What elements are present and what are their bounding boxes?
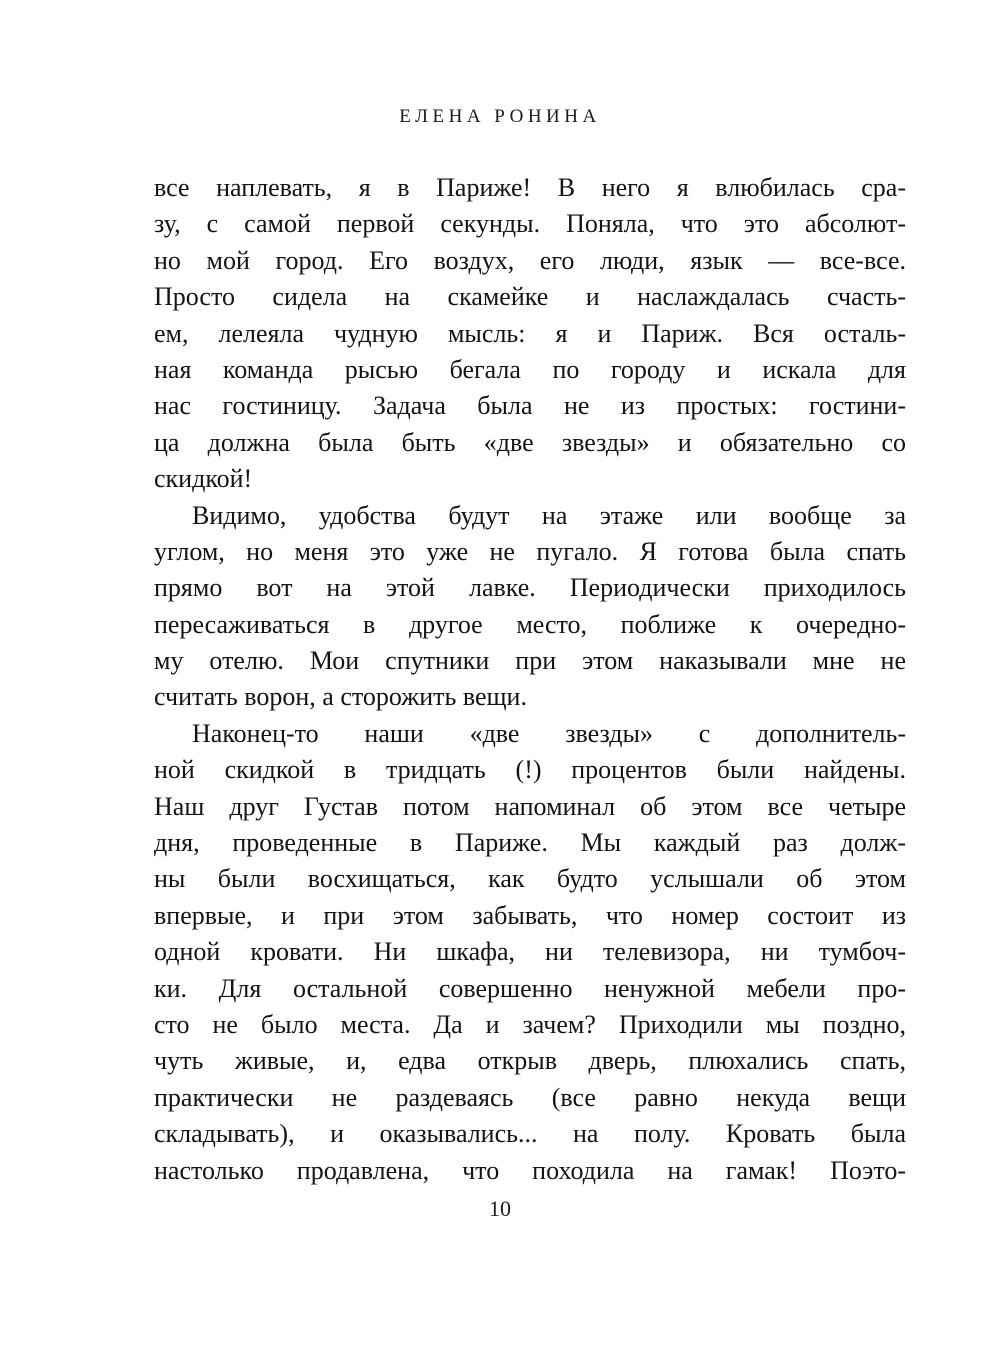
text-block <box>154 170 906 1189</box>
text-line: практически не раздеваясь (все равно некуда вещи <box>154 1082 906 1112</box>
text-line: ем, лелеяла чудную мысль: я и Париж. Вся осталь- <box>154 318 906 348</box>
text-line: впервые, и при этом забывать, что номер состоит из <box>154 900 906 930</box>
text-line: нас гостиницу. Задача была не из простых: гостини- <box>154 391 906 421</box>
text-line: пересаживаться в другое место, поближе к очередно- <box>154 609 906 639</box>
page-number: 10 <box>489 1196 511 1221</box>
text-line: му отелю. Мои спутники при этом наказывали мне не <box>154 646 906 676</box>
text-line: складывать), и оказывались... на полу. Кровать была <box>154 1119 906 1149</box>
text-line: ки. Для остальной совершенно ненужной мебели про- <box>154 973 906 1003</box>
text-line: ны были восхищаться, как будто услышали об этом <box>154 864 906 894</box>
text-line: но мой город. Его воздух, его люди, язык — все-все. <box>154 245 906 275</box>
text-line: все наплевать, я в Париже! В него я влюбилась сра- <box>154 173 906 202</box>
text-line: Видимо, удобства будут на этаже или вообще за <box>192 500 906 530</box>
text-line: прямо вот на этой лавке. Периодически приходилось <box>154 573 906 603</box>
text-line: считать ворон, а сторожить вещи. <box>154 682 527 712</box>
text-line: зу, с самой первой секунды. Поняла, что это абсолют- <box>154 209 906 239</box>
text-line: Наконец-то наши «две звезды» с дополнитель- <box>192 718 906 748</box>
text-line: ной скидкой в тридцать (!) процентов были найдены. <box>154 755 906 785</box>
paragraph <box>154 498 906 716</box>
text-line: настолько продавлена, что походила на гамак! Поэто- <box>154 1155 906 1185</box>
text-line: Наш друг Густав потом напоминал об этом все четыре <box>154 791 906 821</box>
text-line: скидкой! <box>154 464 253 494</box>
text-line: дня, проведенные в Париже. Мы каждый раз долж- <box>154 828 906 858</box>
text-line: углом, но меня это уже не пугало. Я готова была спать <box>154 536 906 566</box>
text-line: одной кровати. Ни шкафа, ни телевизора, ни тумбоч- <box>154 937 906 967</box>
paragraph <box>154 716 906 1189</box>
paragraph <box>154 170 906 498</box>
running-header-author: ЕЛЕНА РОНИНА <box>399 106 601 127</box>
text-line: ная команда рысью бегала по городу и искала для <box>154 354 906 384</box>
text-line: Просто сидела на скамейке и наслаждалась счасть- <box>154 282 906 312</box>
text-line: чуть живые, и, едва открыв дверь, плюхались спать, <box>154 1046 906 1076</box>
text-line: ца должна была быть «две звезды» и обязательно со <box>154 427 906 457</box>
text-line: сто не было места. Да и зачем? Приходили мы поздно, <box>154 1009 906 1039</box>
